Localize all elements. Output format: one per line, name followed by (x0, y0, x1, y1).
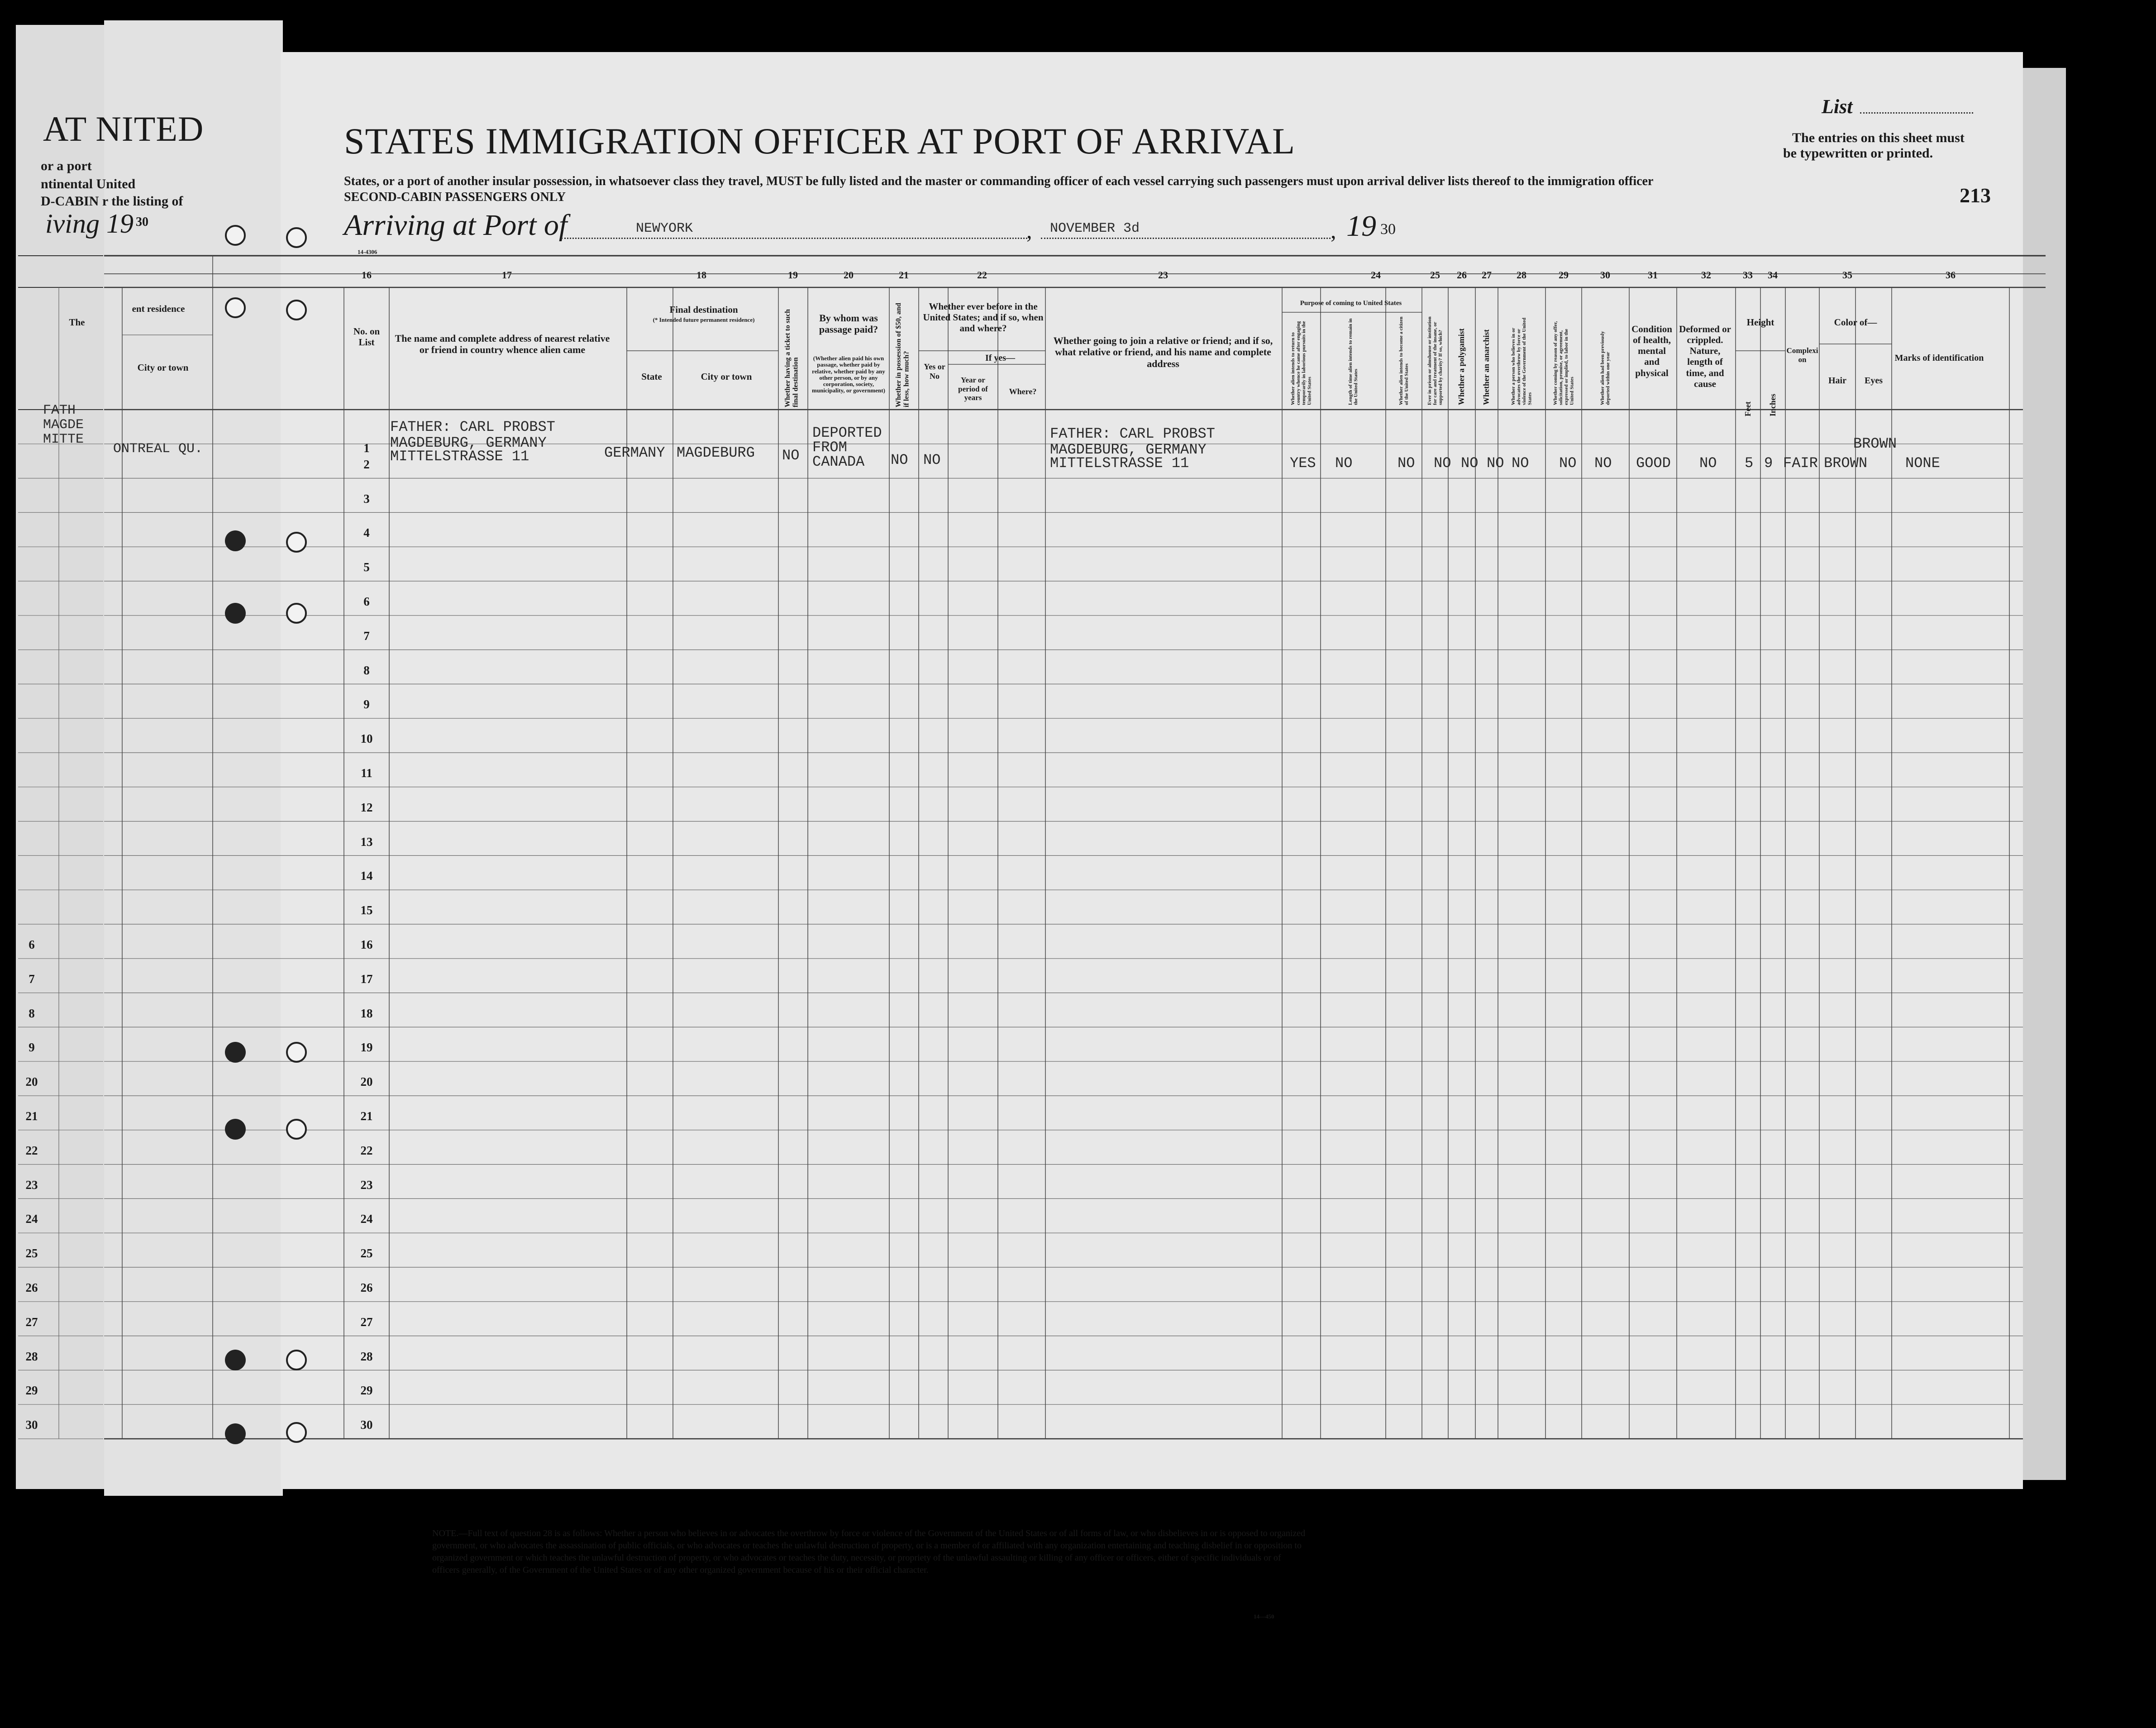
column-number: 21 (899, 269, 909, 281)
relative-line-2: MAGDEBURG, GERMANY (390, 434, 547, 451)
comma-2: , (1331, 218, 1336, 243)
destination-state: GERMANY (604, 444, 665, 461)
paid-by-line-2: FROM (812, 439, 847, 456)
vertical-header-box (1498, 315, 1545, 407)
left-page-line-2: ntinental United (41, 177, 136, 191)
sheet-number: 213 (1960, 184, 1991, 207)
col18-city: City or town (701, 371, 752, 382)
footer-form-code: 14—450 (1254, 1613, 1274, 1620)
vertical-header-box (1475, 315, 1498, 407)
punch-hole (225, 1119, 246, 1140)
complexion-value: FAIR (1783, 455, 1818, 472)
punch-hole (286, 532, 307, 553)
left-row-number: 25 (25, 1246, 38, 1260)
punch-hole (225, 1350, 246, 1370)
deformed-value: NO (1699, 455, 1717, 472)
row-number: 5 (363, 560, 370, 574)
row-number: 26 (360, 1281, 373, 1294)
column-number: 32 (1701, 269, 1711, 281)
subtitle-line-2: SECOND-CABIN PASSENGERS ONLY (344, 190, 566, 204)
year-suffix: 30 (1380, 221, 1396, 238)
col19-header: Whether having a ticket to such final destination (784, 309, 800, 407)
destination-city: MAGDEBURG (677, 444, 755, 461)
row-number: 15 (360, 903, 373, 917)
eyes-value: BROWN (1853, 435, 1897, 452)
punch-hole (225, 225, 246, 246)
col36-header: Marks of identification (1894, 353, 1984, 363)
relative-line-3: MITTELSTRASSE 11 (390, 448, 529, 465)
col32-header: Deformed or crippled. Nature, length of time, and cause (1679, 324, 1731, 389)
vertical-header-c30: Whether alien had been previously deported within one year (1600, 331, 1611, 405)
punch-hole (286, 603, 307, 624)
col33-inches-box (1760, 376, 1785, 416)
marks-value: NONE (1905, 455, 1940, 472)
left-page-line-1: or a port (41, 158, 92, 173)
ticket-value: NO (782, 447, 800, 464)
column-number: 17 (502, 269, 512, 281)
list-label: List (1822, 95, 1853, 118)
year-prefix: 19 (1346, 210, 1376, 243)
col34-header: Complexion (1786, 346, 1818, 364)
col21-header: Whether in possession of $50, and if less, how much? (895, 303, 911, 407)
deported-value: NO (1594, 455, 1612, 472)
column-number: 34 (1768, 269, 1778, 281)
paid-by-line-1: DEPORTED (812, 425, 882, 441)
col16-header: No. on List (353, 326, 380, 348)
overthrow-value: NO (1512, 455, 1529, 472)
column-number: 20 (844, 269, 854, 281)
column-number: 31 (1648, 269, 1658, 281)
col33-feet: Feet (1743, 401, 1752, 416)
column-number: 30 (1600, 269, 1610, 281)
punch-hole (225, 1042, 246, 1063)
col33-feet-box (1736, 376, 1760, 416)
left-row-number: 26 (25, 1281, 38, 1294)
col22-where: Where? (1009, 387, 1037, 396)
port-value: NEWYORK (636, 221, 693, 236)
row-number: 18 (360, 1006, 373, 1020)
row-number: 24 (360, 1212, 373, 1226)
left-row-number: 30 (25, 1418, 38, 1432)
health-value: GOOD (1636, 455, 1671, 472)
vertical-header-c27: Whether an anarchist (1482, 329, 1491, 405)
punch-hole (225, 1423, 246, 1444)
row-number: 28 (360, 1349, 373, 1363)
row-number: 19 (360, 1041, 373, 1055)
row-number: 29 (360, 1384, 373, 1398)
left-row-number: 8 (29, 1006, 35, 1020)
column-number: 26 (1457, 269, 1467, 281)
vertical-header-box (1422, 315, 1448, 407)
before-in-us-value: NO (923, 452, 941, 468)
row-number: 3 (363, 492, 370, 506)
hair-value: BROWN (1824, 455, 1868, 472)
page-title: STATES IMMIGRATION OFFICER AT PORT OF ARRIVAL (344, 120, 1296, 162)
row-number: 20 (360, 1075, 373, 1089)
left-page-entry-1: FATH (43, 403, 76, 418)
left-page-city-header: City or town (137, 362, 189, 373)
row-number: 9 (363, 697, 370, 711)
column-number: 16 (362, 269, 372, 281)
col22-yesno: Yes or No (924, 362, 945, 381)
col22-year: Year or period of years (958, 376, 988, 402)
paid-by-line-3: CANADA (812, 453, 865, 470)
column-number: 28 (1517, 269, 1526, 281)
left-page-the: The (69, 317, 85, 328)
row-number: 10 (360, 732, 373, 746)
left-row-number: 23 (25, 1178, 38, 1192)
vertical-header-c25: Ever in prison or almshouse or institution for care and treatment of the insane, or supported by charity? If so, which? (1426, 316, 1444, 405)
col35-header: Color of— (1834, 317, 1877, 328)
become-citizen-value: NO (1398, 455, 1415, 472)
left-row-number: 27 (25, 1315, 38, 1329)
height-feet-value: 5 (1745, 455, 1754, 472)
subtitle-line-1: States, or a port of another insular possession, in whatsoever class they travel, MUST be fully listed and the master or commanding officer of each vessel carrying such passengers must upon arrival deliver lists thereof to the immigration officer (344, 174, 1654, 188)
punch-hole (225, 297, 246, 318)
vertical-header-box (1282, 315, 1321, 407)
instructions-line-2: be typewritten or printed. (1783, 146, 1933, 161)
comma-1: , (1026, 218, 1032, 243)
row-number: 2 (363, 457, 370, 471)
col24-header: Purpose of coming to United States (1300, 300, 1402, 307)
vertical-header-c24_c: Whether alien intends to become a citizen of the United States (1398, 316, 1409, 405)
left-row-number: 7 (29, 972, 35, 986)
left-page-line-3: D-CABIN r the listing of (41, 194, 183, 209)
left-row-number: 28 (25, 1349, 38, 1363)
col19-header-box (778, 299, 806, 412)
row-number: 1 (363, 441, 370, 455)
footer-note: NOTE.—Full text of question 28 is as follows: Whether a person who believes in or advocates the overthrow by force or violence of the Government of the United States or of all forms of law, or who disbelieves in or is opposed to organized government, or who advocates the assassination of public officials, or who advocates or teaches the unlawful destruction of property, or is a member of or affiliated with any organization entertaining and teaching disbelief in or opposition to organized government or which teaches the unlawful destruction of property, or who advocates or teaches the duty, necessity, or propriety of the unlawful assaulting or killing of any officer or officers, either of specific individuals or of officers generally, of the Government of the United States or of any other organized government because of his or their official character. (432, 1528, 1306, 1575)
form-code: 14-4306 (358, 248, 377, 255)
row-number: 16 (360, 938, 373, 951)
col20-subheader: (Whether alien paid his own passage, whether paid by relative, whether paid by any other person, or by any corporation, society, municipality, or government) (812, 355, 885, 394)
row-number: 30 (360, 1418, 373, 1432)
joining-line-1: FATHER: CARL PROBST (1050, 425, 1215, 442)
row-number: 12 (360, 800, 373, 814)
col18-state: State (641, 371, 662, 382)
col18-subheader: (* Intended future permanent residence) (653, 316, 755, 323)
left-row-number: 9 (29, 1041, 35, 1055)
vertical-header-c28: Whether a person who believes in or advocates the overthrow by force or violence of the Government of the United States (1511, 317, 1533, 405)
punch-hole (286, 1422, 307, 1443)
joining-line-2: MAGDEBURG, GERMANY (1050, 441, 1207, 458)
prison-value: NO (1434, 455, 1451, 472)
col33-header: Height (1746, 317, 1774, 328)
row-number: 11 (361, 766, 372, 780)
col35-hair: Hair (1828, 376, 1846, 386)
row-number: 8 (363, 663, 370, 677)
left-page-year: 30 (136, 215, 148, 229)
vertical-header-c26: Whether a polygamist (1457, 328, 1466, 405)
vertical-header-c24_a: Whether alien intends to return to country whence he came after engaging temporarily in laborious pursuits in the United States (1290, 321, 1312, 405)
left-page-arriving: iving 19 (45, 209, 134, 239)
row-number: 21 (360, 1109, 373, 1123)
left-page-col15-header: ent residence (132, 303, 185, 314)
column-number: 22 (977, 269, 987, 281)
row-number: 25 (360, 1246, 373, 1260)
vertical-header-c24_b: Length of time alien intends to remain in the United States (1347, 318, 1359, 405)
joining-line-3: MITTELSTRASSE 11 (1050, 455, 1189, 472)
row-number: 6 (363, 595, 370, 608)
col21-header-box (889, 299, 916, 412)
row-number: 14 (360, 869, 373, 883)
col35-eyes: Eyes (1865, 376, 1883, 386)
row-number: 4 (363, 526, 370, 540)
left-page-title: AT NITED (43, 109, 204, 148)
punch-hole (286, 300, 307, 320)
has-50-value: NO (891, 452, 908, 468)
row-number: 7 (363, 629, 370, 643)
col22-ifyes: If yes— (985, 353, 1016, 363)
punch-hole (286, 1350, 307, 1370)
left-row-number: 29 (25, 1384, 38, 1398)
polygamist-value: NO (1461, 455, 1479, 472)
instructions-line-1: The entries on this sheet must (1792, 130, 1965, 145)
col22-header: Whether ever before in the United States; and if so, when and where? (923, 301, 1044, 334)
vertical-header-box (1582, 315, 1629, 407)
row-number: 23 (360, 1178, 373, 1192)
column-number: 29 (1559, 269, 1569, 281)
column-number: 36 (1946, 269, 1956, 281)
row-number: 17 (360, 972, 373, 986)
column-number: 18 (696, 269, 706, 281)
left-row-number: 24 (25, 1212, 38, 1226)
column-number: 19 (788, 269, 798, 281)
vertical-header-c29: Whether coming by reason of any offer, solicitation, promise, or agreement, expressed or implied, to labor in the United States (1552, 321, 1575, 405)
punch-hole (225, 603, 246, 624)
col33-inches: Inches (1768, 393, 1777, 416)
labor-offer-value: NO (1559, 455, 1577, 472)
vertical-header-box (1545, 315, 1582, 407)
list-number-line (1860, 112, 1973, 114)
column-number: 24 (1371, 269, 1381, 281)
arriving-label: Arriving at Port of (344, 209, 568, 242)
column-number: 33 (1743, 269, 1753, 281)
col20-header: By whom was passage paid? (819, 312, 878, 335)
left-page-entry-3: MITTE (43, 432, 84, 447)
relative-line-1: FATHER: CARL PROBST (390, 419, 555, 435)
row-number: 27 (360, 1315, 373, 1329)
left-page-entry-city: ONTREAL QU. (113, 441, 203, 457)
left-page-entry-2: MAGDE (43, 417, 84, 433)
intends-return-value: YES (1290, 455, 1316, 472)
left-row-number: 21 (25, 1109, 38, 1123)
left-row-number: 6 (29, 938, 35, 951)
col18-header: Final destination (669, 304, 738, 315)
vertical-header-box (1386, 315, 1422, 407)
row-number: 22 (360, 1143, 373, 1157)
column-number: 27 (1482, 269, 1492, 281)
left-row-number: 22 (25, 1143, 38, 1157)
date-line (1041, 238, 1331, 239)
port-line (561, 238, 1027, 239)
punch-hole (286, 1119, 307, 1140)
height-inches-value: 9 (1764, 455, 1773, 472)
col17-header: The name and complete address of nearest relative or friend in country whence alien came (395, 333, 610, 356)
punch-hole (286, 1042, 307, 1063)
column-number: 25 (1430, 269, 1440, 281)
col23-header: Whether going to join a relative or friend; and if so, what relative or friend, and his name and complete address (1053, 335, 1273, 369)
punch-hole (286, 227, 307, 248)
anarchist-value: NO (1487, 455, 1504, 472)
vertical-header-box (1321, 315, 1386, 407)
column-number: 35 (1842, 269, 1852, 281)
punch-hole (225, 530, 246, 551)
column-number: 23 (1158, 269, 1168, 281)
length-of-stay-value: NO (1335, 455, 1353, 472)
col31-header: Condition of health, mental and physical (1631, 324, 1672, 378)
left-row-number: 20 (25, 1075, 38, 1089)
date-value: NOVEMBER 3d (1050, 221, 1140, 236)
vertical-header-box (1448, 315, 1475, 407)
row-number: 13 (360, 835, 373, 849)
